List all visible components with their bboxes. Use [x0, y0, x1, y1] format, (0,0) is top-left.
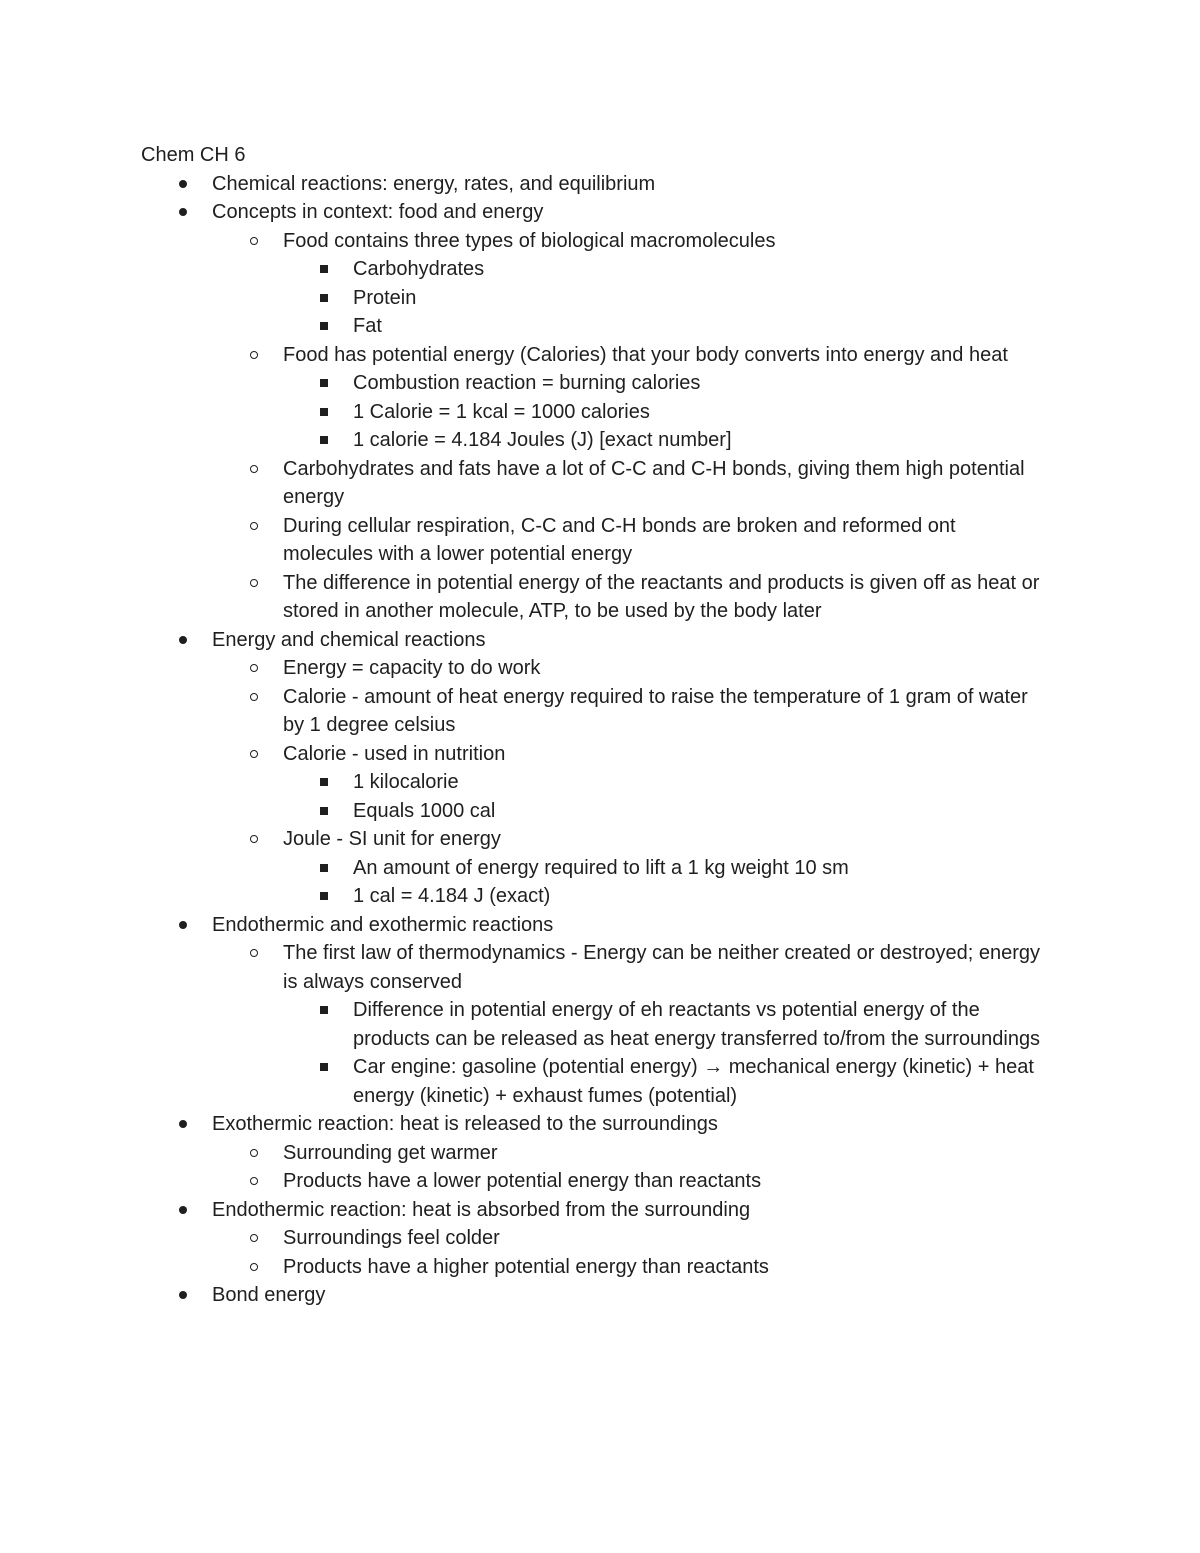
list-item-level-3	[0, 1053, 1043, 1110]
list-item-text: Fat	[353, 315, 382, 337]
list-item-text: Concepts in context: food and energy	[212, 201, 544, 223]
list-item-level-2	[0, 683, 1043, 740]
list-item-level-2	[0, 654, 1043, 683]
list-item-text: Products have a lower potential energy than reactants	[283, 1170, 762, 1192]
bullet-circle-icon	[246, 455, 262, 484]
list-item-level-3	[0, 797, 1043, 826]
list-item-text: Calorie - used in nutrition	[283, 742, 506, 765]
list-item-level-3	[0, 882, 1043, 911]
bullet-square-icon	[316, 369, 332, 398]
list-item-text: Bond energy	[212, 1284, 326, 1306]
bullet-circle-icon	[246, 825, 262, 854]
list-item-text: Surroundings feel colder	[283, 1227, 500, 1249]
bullet-circle-icon	[246, 1224, 262, 1253]
list-item-level-1	[0, 170, 1042, 199]
list-item-level-1	[0, 1281, 1042, 1310]
bullet-circle-icon	[246, 512, 262, 541]
bullet-square-icon	[316, 426, 332, 455]
outline-list	[0, 170, 1200, 1310]
bullet-circle-icon	[246, 683, 262, 712]
list-item-text: Equals 1000 cal	[353, 799, 496, 822]
list-item-text: 1 calorie = 4.184 Joules (J) [exact number]	[353, 429, 732, 451]
bullet-disc-icon	[175, 1110, 191, 1139]
list-item-text: An amount of energy required to lift a 1 kg weight 10 sm	[353, 856, 849, 879]
bullet-circle-icon	[246, 341, 262, 370]
bullet-square-icon	[316, 768, 332, 797]
list-item-level-2	[0, 569, 1043, 626]
list-item-level-1	[0, 198, 1042, 227]
bullet-square-icon	[316, 1053, 332, 1082]
bullet-square-icon	[316, 255, 332, 284]
bullet-square-icon	[316, 398, 332, 427]
bullet-circle-icon	[246, 227, 262, 256]
bullet-disc-icon	[175, 1196, 191, 1225]
list-item-text: Chemical reactions: energy, rates, and equilibrium	[212, 172, 656, 195]
list-item-text: Endothermic and exothermic reactions	[212, 913, 554, 936]
bullet-disc-icon	[175, 170, 191, 199]
list-item-text: During cellular respiration, C-C and C-H bonds are broken and reformed ont molecules with a lower potential energy	[283, 514, 956, 565]
list-item-level-3	[0, 854, 1043, 883]
list-item-level-1	[0, 1110, 1042, 1139]
list-item-text: The difference in potential energy of the reactants and products is given off as heat or stored in another molecule, ATP, to be used by the body later	[283, 571, 1040, 622]
list-item-level-3	[0, 255, 1043, 284]
bullet-circle-icon	[246, 654, 262, 683]
list-item-text: Car engine: gasoline (potential energy) → mechanical energy (kinetic) + heat energy (kinetic) + exhaust fumes (potential)	[353, 1056, 1034, 1107]
bullet-square-icon	[316, 312, 332, 341]
list-item-text: 1 cal = 4.184 J (exact)	[353, 885, 551, 907]
list-item-text: Carbohydrates	[353, 258, 485, 280]
list-item-level-2	[0, 1253, 1043, 1282]
list-item-text: Endothermic reaction: heat is absorbed from the surrounding	[212, 1198, 751, 1221]
list-item-level-2	[0, 1139, 1043, 1168]
bullet-circle-icon	[246, 1167, 262, 1196]
bullet-circle-icon	[246, 939, 262, 968]
list-item-text: Food contains three types of biological macromolecules	[283, 229, 776, 252]
list-item-text: Combustion reaction = burning calories	[353, 372, 701, 394]
list-item-level-2	[0, 740, 1043, 769]
list-item-level-3	[0, 768, 1043, 797]
list-item-text: Calorie - amount of heat energy required to raise the temperature of 1 gram of water by 1 degree celsius	[283, 685, 1028, 736]
list-item-level-2	[0, 455, 1043, 512]
list-item-level-2	[0, 227, 1043, 256]
list-item-text: Difference in potential energy of eh reactants vs potential energy of the products can be released as heat energy transferred to/from the surroundings	[353, 999, 1041, 1050]
list-item-level-2	[0, 1167, 1043, 1196]
document-title: Chem CH 6	[141, 144, 246, 166]
bullet-circle-icon	[246, 1253, 262, 1282]
list-item-text: 1 Calorie = 1 kcal = 1000 calories	[353, 400, 650, 423]
bullet-disc-icon	[175, 911, 191, 940]
list-item-level-3	[0, 284, 1043, 313]
list-item-level-1	[0, 626, 1042, 655]
bullet-disc-icon	[175, 1281, 191, 1310]
list-item-text: The first law of thermodynamics - Energy can be neither created or destroyed; energy is always conserved	[283, 942, 1041, 993]
bullet-square-icon	[316, 882, 332, 911]
list-item-level-2	[0, 512, 1043, 569]
list-item-level-2	[0, 341, 1043, 370]
bullet-square-icon	[316, 854, 332, 883]
bullet-circle-icon	[246, 740, 262, 769]
bullet-square-icon	[316, 797, 332, 826]
list-item-level-2	[0, 939, 1043, 996]
list-item-text: Energy and chemical reactions	[212, 628, 486, 651]
bullet-disc-icon	[175, 626, 191, 655]
bullet-square-icon	[316, 284, 332, 313]
list-item-level-1	[0, 911, 1042, 940]
bullet-square-icon	[316, 996, 332, 1025]
list-item-text: 1 kilocalorie	[353, 771, 459, 793]
list-item-text: Surrounding get warmer	[283, 1141, 498, 1164]
list-item-text: Carbohydrates and fats have a lot of C-C and C-H bonds, giving them high potential energy	[283, 457, 1025, 508]
list-item-text: Exothermic reaction: heat is released to the surroundings	[212, 1113, 718, 1135]
list-item-text: Protein	[353, 286, 417, 309]
list-item-text: Products have a higher potential energy than reactants	[283, 1255, 769, 1278]
list-item-level-1	[0, 1196, 1042, 1225]
list-item-level-3	[0, 398, 1043, 427]
list-item-level-3	[0, 426, 1043, 455]
list-item-level-3	[0, 312, 1043, 341]
list-item-text: Joule - SI unit for energy	[283, 828, 501, 850]
bullet-circle-icon	[246, 1139, 262, 1168]
list-item-level-3	[0, 369, 1043, 398]
list-item-level-2	[0, 825, 1043, 854]
list-item-text: Food has potential energy (Calories) that your body converts into energy and heat	[283, 343, 1008, 366]
bullet-disc-icon	[175, 198, 191, 227]
list-item-level-2	[0, 1224, 1043, 1253]
list-item-text: Energy = capacity to do work	[283, 657, 541, 679]
bullet-circle-icon	[246, 569, 262, 598]
list-item-level-3	[0, 996, 1043, 1053]
